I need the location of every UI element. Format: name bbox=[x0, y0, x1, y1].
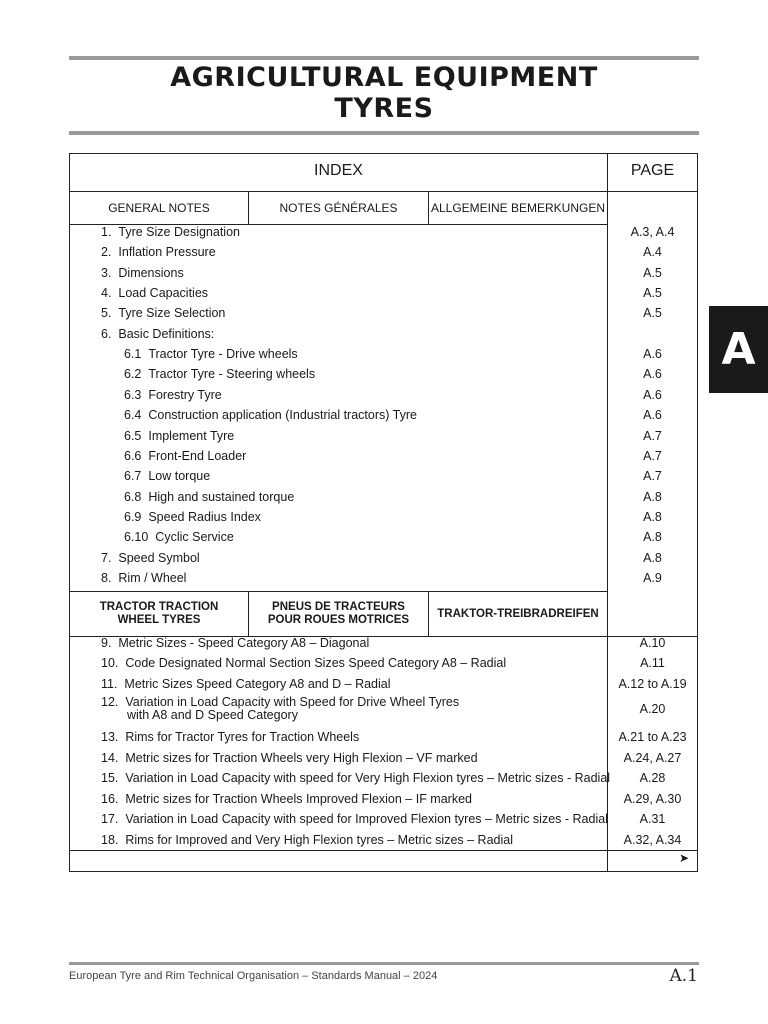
row-page-ref: A.5 bbox=[643, 266, 662, 280]
row-number: 6.7 bbox=[124, 469, 142, 483]
row-number: 17. bbox=[101, 812, 119, 826]
row-number: 15. bbox=[101, 771, 119, 785]
row-label: Dimensions bbox=[118, 266, 184, 280]
row-entry-text bbox=[101, 568, 186, 588]
row-page-ref: A.7 bbox=[643, 449, 662, 463]
index-row bbox=[70, 446, 697, 466]
row-label: Construction application (Industrial tractors) Tyre bbox=[148, 408, 417, 422]
row-page-ref: A.7 bbox=[643, 429, 662, 443]
row-entry-text bbox=[101, 263, 184, 283]
row-entry-text bbox=[101, 748, 478, 768]
row-entry-text bbox=[101, 283, 208, 303]
band-cell-fr: NOTES GÉNÉRALES bbox=[249, 192, 429, 224]
row-entry-text bbox=[101, 696, 521, 722]
row-number: 6.4 bbox=[124, 408, 142, 422]
row-page-ref: A.7 bbox=[643, 469, 662, 483]
row-page-ref: A.32, A.34 bbox=[623, 833, 682, 847]
index-row bbox=[70, 303, 697, 323]
index-row bbox=[70, 789, 697, 809]
index-row bbox=[70, 527, 697, 547]
row-number: 16. bbox=[101, 792, 119, 806]
row-entry-text bbox=[101, 222, 240, 242]
row-label: Tyre Size Designation bbox=[118, 225, 240, 239]
row-label: Tyre Size Selection bbox=[118, 306, 226, 320]
row-page-ref: A.8 bbox=[643, 530, 662, 544]
row-page-ref: A.6 bbox=[643, 388, 662, 402]
row-entry-text bbox=[101, 633, 369, 653]
footer-text: European Tyre and Rim Technical Organisation – Standards Manual – 2024 bbox=[69, 970, 438, 982]
row-label: Speed Symbol bbox=[118, 551, 200, 565]
index-row bbox=[70, 748, 697, 768]
row-page-ref: A.8 bbox=[643, 510, 662, 524]
row-page-ref: A.10 bbox=[639, 636, 666, 650]
band-cell-en: GENERAL NOTES bbox=[70, 192, 249, 224]
row-number: 4. bbox=[101, 286, 112, 300]
index-row bbox=[70, 694, 697, 726]
row-number: 6.10 bbox=[124, 530, 149, 544]
row-label: Front-End Loader bbox=[148, 449, 247, 463]
row-page-ref: A.5 bbox=[643, 306, 662, 320]
general-notes-band bbox=[70, 192, 607, 224]
row-label: Implement Tyre bbox=[148, 429, 235, 443]
row-label: Rims for Improved and Very High Flexion tyres – Metric sizes – Radial bbox=[125, 833, 513, 847]
row-number: 12. bbox=[101, 695, 119, 709]
section-tab: A bbox=[709, 306, 768, 393]
index-row bbox=[70, 633, 697, 653]
row-page-ref: A.6 bbox=[643, 367, 662, 381]
row-entry-text bbox=[124, 466, 210, 486]
row-page-ref: A.21 to A.23 bbox=[618, 730, 687, 744]
row-entry-text bbox=[101, 727, 359, 747]
index-row bbox=[70, 405, 697, 425]
row-entry-text bbox=[101, 242, 216, 262]
row-entry-text bbox=[124, 487, 294, 507]
row-label: Metric Sizes - Speed Category A8 – Diagonal bbox=[118, 636, 370, 650]
row-number: 6.1 bbox=[124, 347, 142, 361]
index-table bbox=[69, 153, 698, 872]
row-page-ref: A.6 bbox=[643, 347, 662, 361]
row-label: Variation in Load Capacity with speed for Very High Flexion tyres – Metric sizes - Radial bbox=[125, 771, 611, 785]
index-row bbox=[70, 727, 697, 747]
row-page-ref: A.12 to A.19 bbox=[618, 677, 687, 691]
index-row bbox=[70, 426, 697, 446]
row-number: 1. bbox=[101, 225, 112, 239]
index-row bbox=[70, 830, 697, 850]
footer-page-number: A.1 bbox=[669, 966, 698, 986]
row-page-ref: A.31 bbox=[639, 812, 666, 826]
row-page-ref: A.8 bbox=[643, 490, 662, 504]
row-entry-text bbox=[124, 507, 261, 527]
band-cell-en: TRACTOR TRACTION WHEEL TYRES bbox=[70, 592, 249, 636]
continue-arrow-icon: ➤ bbox=[678, 851, 689, 865]
row-label: Metric sizes for Traction Wheels Improved Flexion – IF marked bbox=[125, 792, 472, 806]
index-header: INDEX bbox=[314, 162, 363, 179]
row-entry-text bbox=[124, 344, 298, 364]
row-number: 8. bbox=[101, 571, 112, 585]
page-title bbox=[69, 62, 699, 124]
row-number: 11. bbox=[101, 677, 118, 691]
row-label: Variation in Load Capacity with speed for Improved Flexion tyres – Metric sizes - Radial bbox=[125, 812, 608, 826]
top-rule bbox=[69, 56, 699, 60]
row-label: Speed Radius Index bbox=[148, 510, 261, 524]
footer-rule bbox=[69, 962, 699, 965]
row-entry-text bbox=[101, 324, 214, 344]
row-entry-text bbox=[101, 789, 472, 809]
row-number: 6.3 bbox=[124, 388, 142, 402]
row-number: 6.2 bbox=[124, 367, 142, 381]
row-label: Tractor Tyre - Steering wheels bbox=[148, 367, 316, 381]
row-number: 6.8 bbox=[124, 490, 142, 504]
row-label: Metric Sizes Speed Category A8 and D – Radial bbox=[124, 677, 391, 691]
title-line-1: AGRICULTURAL EQUIPMENT bbox=[170, 62, 598, 93]
row-label: Cyclic Service bbox=[155, 530, 234, 544]
row-entry-text bbox=[124, 364, 315, 384]
row-page-ref: A.11 bbox=[640, 656, 665, 670]
row-page-ref: A.6 bbox=[643, 408, 662, 422]
row-label: Code Designated Normal Section Sizes Speed Category A8 – Radial bbox=[125, 656, 507, 670]
row-entry-text bbox=[101, 303, 225, 323]
row-number: 13. bbox=[101, 730, 119, 744]
row-label-continued: with A8 and D Speed Category bbox=[127, 708, 298, 722]
row-label: High and sustained torque bbox=[148, 490, 295, 504]
row-number: 3. bbox=[101, 266, 112, 280]
row-number: 18. bbox=[101, 833, 119, 847]
row-page-ref: A.29, A.30 bbox=[623, 792, 682, 806]
row-label: Inflation Pressure bbox=[118, 245, 216, 259]
row-label: Load Capacities bbox=[118, 286, 209, 300]
row-number: 2. bbox=[101, 245, 112, 259]
title-line-2: TYRES bbox=[334, 93, 434, 124]
row-number: 6.9 bbox=[124, 510, 142, 524]
row-entry-text bbox=[101, 674, 391, 694]
row-number: 5. bbox=[101, 306, 112, 320]
index-row bbox=[70, 222, 697, 242]
index-row bbox=[70, 768, 697, 788]
index-row bbox=[70, 324, 697, 344]
traction-band bbox=[70, 592, 607, 636]
row-page-ref: A.4 bbox=[643, 245, 662, 259]
index-row bbox=[70, 674, 697, 694]
row-number: 9. bbox=[101, 636, 112, 650]
row-page-ref: A.5 bbox=[643, 286, 662, 300]
row-entry-text bbox=[124, 426, 234, 446]
row-label: Low torque bbox=[148, 469, 211, 483]
row-entry-text bbox=[101, 768, 610, 788]
row-label: Metric sizes for Traction Wheels very High Flexion – VF marked bbox=[125, 751, 478, 765]
last-row-divider bbox=[70, 850, 697, 851]
row-label: Rim / Wheel bbox=[118, 571, 187, 585]
index-row bbox=[70, 364, 697, 384]
row-number: 6. bbox=[101, 327, 112, 341]
title-underline-rule bbox=[69, 131, 699, 135]
row-page-ref: A.9 bbox=[643, 571, 662, 585]
row-number: 6.5 bbox=[124, 429, 142, 443]
index-row bbox=[70, 568, 697, 588]
index-row bbox=[70, 653, 697, 673]
index-row bbox=[70, 809, 697, 829]
row-page-ref: A.20 bbox=[639, 702, 666, 716]
band-cell-fr: PNEUS DE TRACTEURS POUR ROUES MOTRICES bbox=[249, 592, 429, 636]
index-row bbox=[70, 487, 697, 507]
index-row bbox=[70, 385, 697, 405]
row-entry-text bbox=[101, 809, 608, 829]
row-number: 6.6 bbox=[124, 449, 142, 463]
row-number: 10. bbox=[101, 656, 119, 670]
row-entry-text bbox=[124, 446, 246, 466]
row-page-ref: A.28 bbox=[639, 771, 666, 785]
row-page-ref: A.8 bbox=[643, 551, 662, 565]
index-row bbox=[70, 548, 697, 568]
row-label: Variation in Load Capacity with Speed for Drive Wheel Tyres bbox=[125, 695, 460, 709]
page-header: PAGE bbox=[630, 162, 675, 179]
row-label: Forestry Tyre bbox=[148, 388, 222, 402]
index-row bbox=[70, 507, 697, 527]
row-label: Tractor Tyre - Drive wheels bbox=[148, 347, 298, 361]
row-label: Rims for Tractor Tyres for Traction Wheels bbox=[125, 730, 360, 744]
index-row bbox=[70, 242, 697, 262]
row-number: 7. bbox=[101, 551, 112, 565]
row-number: 14. bbox=[101, 751, 119, 765]
index-row bbox=[70, 344, 697, 364]
row-entry-text bbox=[124, 385, 222, 405]
row-page-ref: A.24, A.27 bbox=[623, 751, 682, 765]
row-entry-text bbox=[101, 830, 513, 850]
row-entry-text bbox=[101, 653, 506, 673]
row-entry-text bbox=[124, 527, 234, 547]
row-entry-text bbox=[124, 405, 417, 425]
row-label: Basic Definitions: bbox=[118, 327, 215, 341]
index-row bbox=[70, 283, 697, 303]
index-row bbox=[70, 263, 697, 283]
row-entry-text bbox=[101, 548, 200, 568]
index-row bbox=[70, 466, 697, 486]
band-cell-de: ALLGEMEINE BEMERKUNGEN bbox=[430, 200, 606, 215]
band-cell-de: TRAKTOR-TREIBRADREIFEN bbox=[437, 607, 599, 620]
row-page-ref: A.3, A.4 bbox=[630, 225, 675, 239]
